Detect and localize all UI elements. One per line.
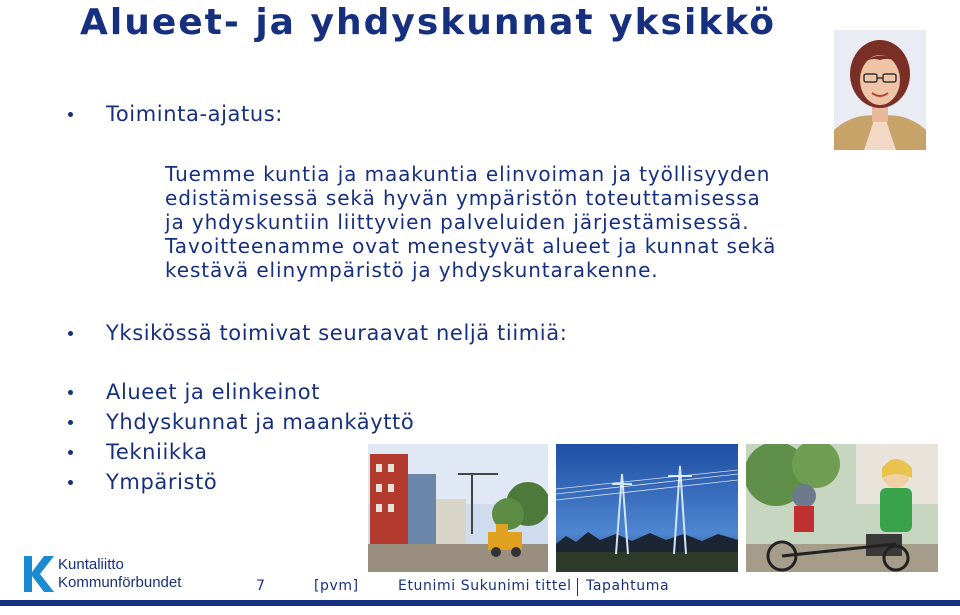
footer-separator <box>577 578 578 596</box>
paragraph-line: Tuemme kuntia ja maakuntia elinvoiman ja työllisyyden <box>165 162 771 186</box>
bullet-label: Yksikössä toimivat seuraavat neljä tiimiä: <box>106 321 568 345</box>
bullet-dot <box>68 480 73 485</box>
paragraph-line: edistämisessä sekä hyvän ympäristön toteuttamisessa <box>165 186 761 210</box>
logo-text-fi: Kuntaliitto <box>58 556 124 573</box>
bullet-dot <box>68 420 73 425</box>
kuntaliitto-logo <box>22 552 222 596</box>
construction-photo <box>368 444 548 572</box>
footer-event: Tapahtuma <box>586 578 670 594</box>
footer-rule <box>0 600 960 606</box>
kuntaliitto-logo-icon <box>22 554 56 594</box>
footer-date: [pvm] <box>314 578 359 594</box>
paragraph-line: ja yhdyskuntiin liittyvien palveluiden järjestämisessä. <box>165 210 750 234</box>
team-label: Ympäristö <box>106 470 218 494</box>
logo-text-sv: Kommunförbundet <box>58 574 182 591</box>
mission-paragraph <box>165 162 935 282</box>
team-label: Tekniikka <box>106 440 208 464</box>
bullet-dot <box>68 112 73 117</box>
footer-author: Etunimi Sukunimi tittel <box>398 578 572 594</box>
family-bike-photo <box>746 444 938 572</box>
paragraph-line: kestävä elinympäristö ja yhdyskuntarakenne. <box>165 258 659 282</box>
powerline-photo <box>556 444 738 572</box>
paragraph-line: Tavoitteenamme ovat menestyvät alueet ja kunnat sekä <box>165 234 777 258</box>
team-label: Yhdyskunnat ja maankäyttö <box>106 410 415 434</box>
bullet-dot <box>68 331 73 336</box>
bullet-dot <box>68 450 73 455</box>
page-number: 7 <box>256 578 266 594</box>
slide-title: Alueet- ja yhdyskunnat yksikkö <box>80 2 776 43</box>
bullet-dot <box>68 390 73 395</box>
portrait-photo <box>834 30 926 150</box>
team-label: Alueet ja elinkeinot <box>106 380 321 404</box>
bullet-label: Toiminta-ajatus: <box>106 102 283 126</box>
